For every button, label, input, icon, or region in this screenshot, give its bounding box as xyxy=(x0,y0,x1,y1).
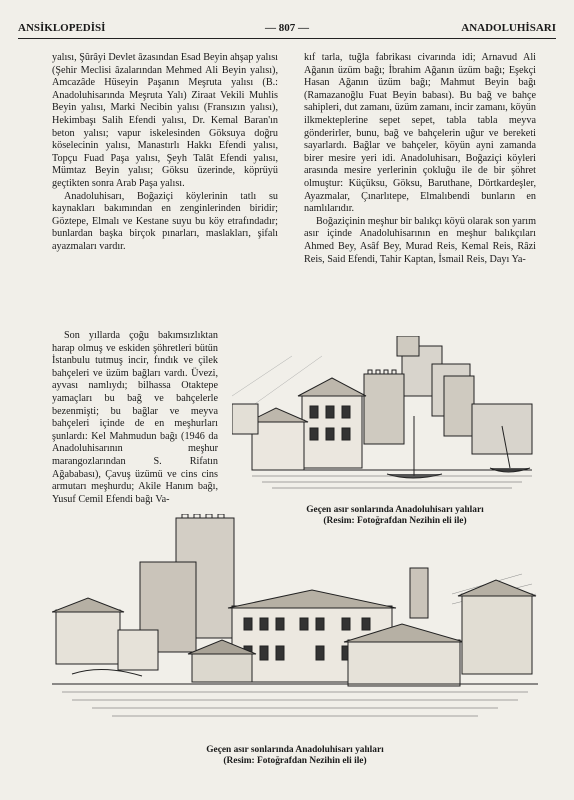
caption-line: Geçen asır sonlarında Anadoluhisarı yalıları xyxy=(206,745,384,755)
column-left-bottom xyxy=(52,330,218,506)
caption-credit: (Resim: Fotoğrafdan Nezihin eli ile) xyxy=(223,756,367,766)
header-left: ANSİKLOPEDİSİ xyxy=(18,22,106,34)
column-left-top xyxy=(52,52,278,254)
illustration-yalis-2 xyxy=(52,514,538,732)
page-number: — 807 — xyxy=(265,22,309,34)
header-rule xyxy=(18,38,556,39)
paragraph: Anadoluhisarı, Boğaziçi köylerinin tatlı su kaynakları bakımından en zenginlerinden biridir; Göztepe, Elmalı ve Kestane suyu bu köy etrafındadır; bunlardan başka birçok pınarları, maslakları, şifalı ayazmaları vardır. xyxy=(52,190,278,252)
caption-credit: (Resim: Fotoğrafdan Nezihin eli ile) xyxy=(323,516,467,526)
column-right xyxy=(304,52,536,266)
paragraph: Boğaziçinin meşhur bir balıkçı köyü olarak son yarım asır içinde Anadoluhisarının en meşhur balıkçıları Ahmed Bey, Asâf Bey, Murad Reis, Kemal Reis, Râzi Reis, Said Efendi, Tahir Kaptan, İsmail Reis, Dayı Ya- xyxy=(304,215,536,265)
caption-2 xyxy=(160,745,430,767)
illustration-yalis-1 xyxy=(232,336,540,496)
paragraph: Son yıllarda çoğu bakımsızlıktan harap olmuş ve eskiden şöhretleri bütün İstanbulu tutmuş incir, fındık ve çilek bahçeleri ve üzüm bağları vardı. Üvezi, ayvası namlıydı; bilhassa Otaktepe yamaçları bu bağ ve bahçelerle bezenmişti; bu bağlar ve meyva bahçeleri içinde de en meşhurları şunlardı: Kel Mahmudun bağı (1946 da Anadoluhisarının meşhur marangozlarından S. Rifatın Ağababası), Çavuş üzümü ve cins cins armutarı meşhurdu; Akile Hanım bağı, Yusuf Cemil Efendi bağı Va- xyxy=(52,330,218,505)
paragraph: kıf tarla, tuğla fabrikası civarında idi; Arnavud Ali Ağanın üzüm bağı; İbrahim Ağanın üzüm bağı; Eşekçi Hasan Ağanın üzüm bağı; Mahmut Beyin bağı (Ramazanoğlu Fuat Beyin babası). Bu bağ ve bahçe sahipleri, dut zamanı, üzüm zamanı, incir zamanı, köyün ilkmekteplerine sepet sepet, tabla tabla meyva gönderirler, bunu, bağ ve bahçelerin uğur ve bereketi sayarlardı. Bağlar ve bahçeler, köyün ayni zamanda birer mesire yeri idi. Anadoluhisarı, Boğaziçi köyleri arasında mesire yerlerinin çokluğu ile de bir şöhret olmuştur: Küçüksu, Göksu, Baruthane, Dörtkardeşler, Ayazmalar, Çınarlıtepe, Elmalıbendi bunların en namlılarıdır. xyxy=(304,52,536,215)
caption-line: Geçen asır sonlarında Anadoluhisarı yalıları xyxy=(306,505,484,515)
page-header xyxy=(18,22,556,36)
header-right: ANADOLUHİSARI xyxy=(461,22,556,34)
paragraph: yalısı, Şûrâyi Devlet âzasından Esad Beyin ahşap yalısı (Şehir Meclisi âzalarından Mehmed Ali Beyin yalısı), Amcazâde Hüseyin Paşanın Meşruta yalısı (B.: Anadoluhisarında Meşruta Yalı) Ziraat Vekili Muhlis Beyin yalısı, Marki Necibin yalısı (Fransızın yalısı), Hekimbaşı Salih Efendi yalısı, Dr. Kemal Baran'ın beton yalısı; vapur iskelesinden Göksuya doğru köselecinin yalısı, Manastırlı Hakkı Efendi yalısı, Topçu Fuad Paşa yalısı, Şeyh Talât Efendi yalısı, Mümtaz Beyin yalısı; Göksu üzerinde, köprüyü geçtikten sonra Arab Paşa yalısı. xyxy=(52,52,278,189)
